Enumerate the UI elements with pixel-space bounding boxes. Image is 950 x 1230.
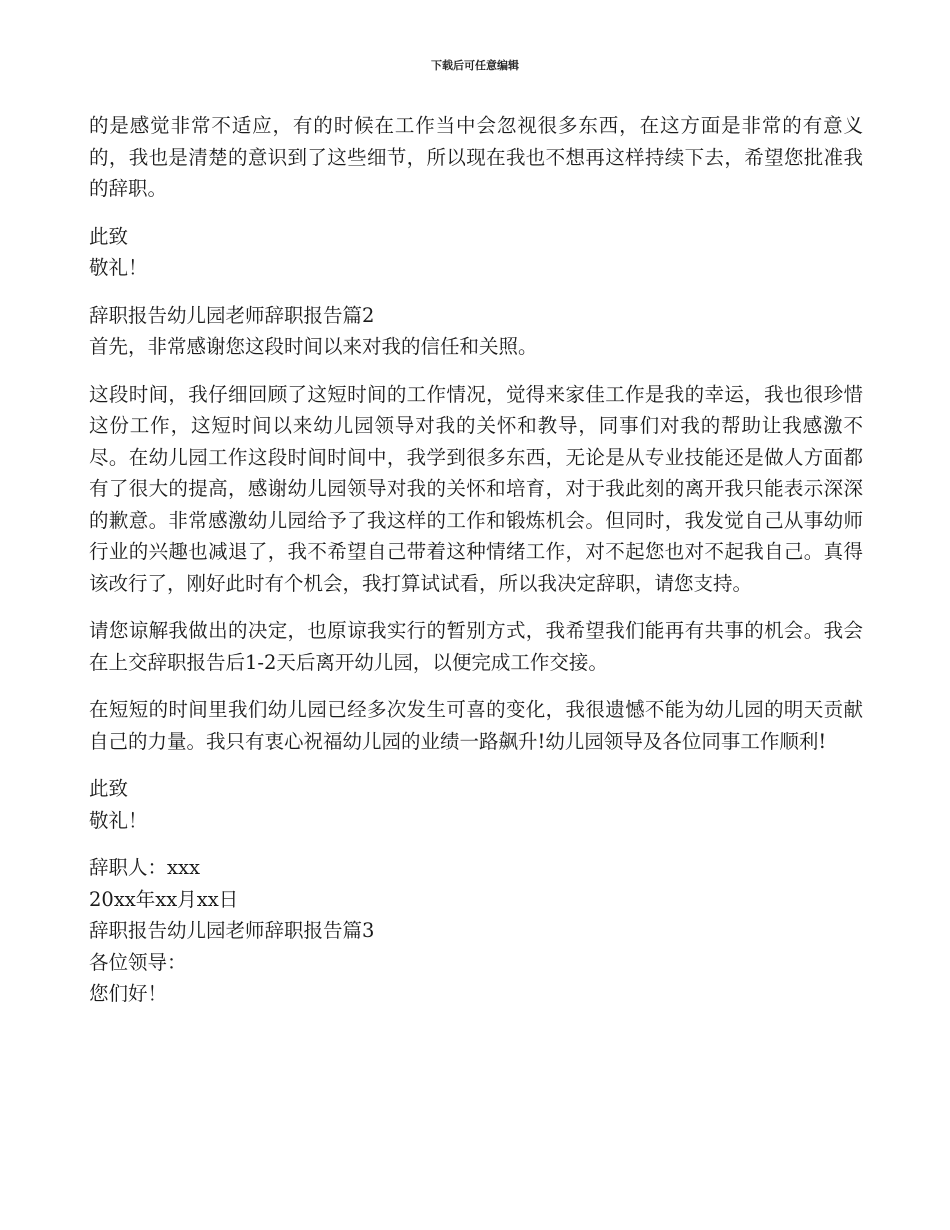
salutation: 各位领导： [89,950,187,974]
closing-block-2 [89,773,863,836]
paragraph-2: 首先，非常感谢您这段时间以来对我的信任和关照。 [89,335,538,358]
closing-block-1 [89,221,863,284]
paragraph-1: 的是感觉非常不适应，有的时候在工作当中会忽视很多东西，在这方面是非常的有意义的，我也是清楚的意识到了这些细节，所以现在我也不想再这样持续下去，希望您批准我的辞职。 [89,114,863,200]
paragraph-5: 在短短的时间里我们幼儿园已经多次发生可喜的变化，我很遗憾不能为幼儿园的明天贡献自己的力量。我只有衷心祝福幼儿园的业绩一路飙升!幼儿园领导及各位同事工作顺利! [89,698,863,753]
section-2-title: 辞职报告幼儿园老师辞职报告篇2 [89,303,375,327]
signature-block [89,852,863,1010]
signature-name: 辞职人：xxx [89,856,200,879]
closing-salute-1: 敬礼！ [89,256,148,279]
greeting: 您们好！ [89,982,168,1005]
section-2 [89,300,863,363]
page-header: 下载后可任意编辑 [431,59,519,72]
document-body [89,110,863,1010]
paragraph-3: 这段时间，我仔细回顾了这短时间的工作情况，觉得来家佳工作是我的幸运，我也很珍惜这份工作，这短时间以来幼儿园领导对我的关怀和教导，同事们对我的帮助让我感激不尽。在幼儿园工作这段时间时间中，我学到很多东西，无论是从专业技能还是做人方面都有了很大的提高，感谢幼儿园领导对我的关怀和培育，对于我此刻的离开我只能表示深深的歉意。非常感激幼儿园给予了我这样的工作和锻炼机会。但同时，我发觉自己从事幼师行业的兴趣也减退了，我不希望自己带着这种情绪工作，对不起您也对不起我自己。真得该改行了，刚好此时有个机会，我打算试试看，所以我决定辞职，请您支持。 [89,382,863,595]
section-3-title: 辞职报告幼儿园老师辞职报告篇3 [89,919,375,942]
closing-salute-2: 敬礼！ [89,808,148,832]
signature-date: 20xx年xx月xx日 [89,887,239,911]
closing-regards-2: 此致 [89,777,129,800]
paragraph-4: 请您谅解我做出的决定，也原谅我实行的暂别方式，我希望我们能再有共事的机会。我会在上交辞职报告后1-2天后离开幼儿园，以便完成工作交接。 [89,619,863,674]
closing-regards-1: 此致 [89,224,129,248]
